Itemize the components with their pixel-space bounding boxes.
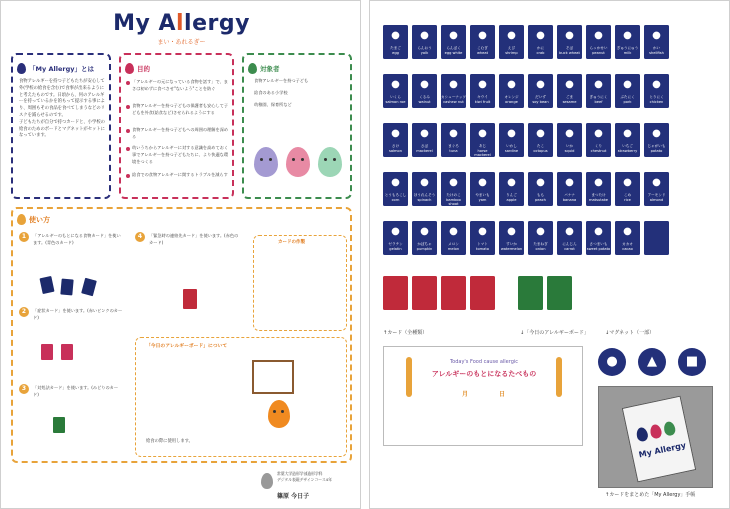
- allergen-card: [557, 74, 582, 108]
- allergen-card: [557, 172, 582, 206]
- egg-icon: [17, 63, 26, 74]
- handbook-logo: My Allergy: [637, 440, 687, 460]
- allergen-card: [528, 123, 553, 157]
- card-label-en: egg: [392, 50, 399, 55]
- allergen-card: [383, 221, 408, 255]
- food-icon: ●: [478, 226, 487, 237]
- allergen-card: [441, 25, 466, 59]
- allergen-card: [470, 25, 495, 59]
- allergen-card: [615, 74, 640, 108]
- food-icon: ●: [478, 30, 487, 41]
- purpose-item: 食物アレルギーを持つ子どもへの周囲の理解を深める: [132, 127, 229, 139]
- card-label-en: peanut: [592, 50, 605, 55]
- food-icon: ●: [507, 79, 516, 90]
- board-month: 月: [462, 391, 469, 398]
- food-icon: ●: [536, 30, 545, 41]
- board-box: [135, 337, 347, 457]
- card-label-jp: もも: [536, 193, 545, 197]
- card-label-jp: かぼちゃ: [417, 242, 432, 246]
- card-label-en: milk: [623, 50, 632, 55]
- author-egg-icon: [261, 473, 273, 489]
- food-icon: ●: [507, 226, 516, 237]
- food-icon: ●: [507, 30, 516, 41]
- food-icon: ●: [478, 177, 487, 188]
- allergen-card: [470, 221, 495, 255]
- about-heading: 「My Allergy」とは: [29, 65, 94, 73]
- allergen-card: [499, 74, 524, 108]
- card-label-jp: らっかせい: [589, 46, 608, 50]
- card-label-en: beef: [594, 99, 603, 104]
- allergen-card: [499, 123, 524, 157]
- allergen-card: [528, 172, 553, 206]
- card-label-en: pumpkin: [416, 246, 433, 251]
- food-icon: ●: [391, 79, 400, 90]
- card-label-jp: らんおう: [417, 46, 432, 50]
- card-label-jp: オレンジ: [504, 95, 519, 99]
- card-label-en: walnut: [418, 99, 431, 104]
- card-label-jp: とうもろこし: [384, 193, 407, 197]
- allergen-card: [412, 74, 437, 108]
- allergen-card: [586, 74, 611, 108]
- allergen-card: [412, 123, 437, 157]
- card-label-en: wheat: [476, 50, 489, 55]
- card-label-jp: らんぱく: [446, 46, 461, 50]
- allergen-card: [412, 172, 437, 206]
- board-top-text: Today's Food cause allergic: [449, 359, 519, 365]
- food-icon: ●: [420, 128, 429, 139]
- card-label-jp: カシューナッツ: [441, 95, 467, 99]
- purpose-item: 食物アレルギーを持つ子どもの保護者も安心して子どもを外食(給食など)させられるようにする: [132, 103, 229, 115]
- food-icon: ●: [652, 79, 661, 90]
- card-label-en: tuna: [449, 148, 458, 153]
- food-icon: ●: [565, 177, 574, 188]
- food-icon: ●: [507, 128, 516, 139]
- purpose-item: 「アレルギーの元になっている食物を話す」で、まさは初めずに食べさせ"ないよう"ことを防ぐ: [132, 79, 228, 91]
- card-label-jp: ごま: [565, 95, 574, 99]
- card-label-en: kiwi fruit: [474, 99, 491, 104]
- card-label-jp: やまいも: [475, 193, 490, 197]
- card-label-en: banana: [562, 197, 577, 202]
- food-icon: ●: [391, 30, 400, 41]
- card-label-en: sesame: [562, 99, 577, 104]
- food-icon: ●: [565, 30, 574, 41]
- food-icon: ●: [652, 30, 661, 41]
- card-label-en: horse mackerel: [474, 148, 491, 157]
- card-label-en: carrot: [564, 246, 575, 251]
- allergen-card: [644, 172, 669, 206]
- food-icon: ●: [536, 177, 545, 188]
- card-label-en: gelatin: [389, 246, 402, 251]
- food-icon: ●: [565, 79, 574, 90]
- food-icon: ●: [420, 226, 429, 237]
- card-label-en: shellfish: [649, 50, 664, 55]
- right-panel: [369, 0, 730, 509]
- egg-icon: [248, 63, 257, 74]
- page-subtitle: まい・あれるぎー: [157, 39, 206, 46]
- card-label-jp: たまご: [390, 46, 401, 50]
- treatment-card: [547, 276, 572, 310]
- card-label-en: onion: [535, 246, 546, 251]
- symptom-card: [412, 276, 437, 310]
- card-label-jp: たまねぎ: [533, 242, 548, 246]
- card-label-en: cashew nut: [443, 99, 464, 104]
- allergen-card: [470, 74, 495, 108]
- allergen-card: [528, 74, 553, 108]
- food-icon: ●: [594, 30, 603, 41]
- allergen-card: [615, 221, 640, 255]
- food-icon: ●: [623, 226, 632, 237]
- about-box: [11, 53, 111, 199]
- card-notes-box: [253, 235, 347, 331]
- card-label-en: yolk: [420, 50, 429, 55]
- card-label-en: soy bean: [532, 99, 549, 104]
- cow-magnet: ▲: [638, 348, 666, 376]
- food-icon: ●: [391, 226, 400, 237]
- egg-magnet: ●: [598, 348, 626, 376]
- card-label-en: potato: [650, 148, 663, 153]
- food-icon: ●: [478, 128, 487, 139]
- card-label-jp: かい: [652, 46, 661, 50]
- card-label-jp: えび: [507, 46, 516, 50]
- card-label-jp: くるみ: [419, 95, 430, 99]
- step-number: 4: [135, 232, 145, 242]
- allergen-card: [470, 172, 495, 206]
- purpose-box: [119, 53, 234, 199]
- treatment-card: [518, 276, 543, 310]
- card-label-en: bamboo shoot: [446, 197, 461, 206]
- symptom-card: [470, 276, 495, 310]
- card-label-jp: すいか: [506, 242, 517, 246]
- card-label-jp: キウイ: [477, 95, 488, 99]
- fork-icon: [406, 357, 412, 397]
- food-icon: ●: [652, 128, 661, 139]
- food-icon: ●: [507, 177, 516, 188]
- card-label-en: almond: [649, 197, 664, 202]
- card-label-en: sardine: [504, 148, 519, 153]
- food-icon: ●: [565, 226, 574, 237]
- card-label-en: salmon: [388, 148, 403, 153]
- food-icon: ●: [594, 79, 603, 90]
- egg-icon: [17, 214, 26, 225]
- card-label-en: corn: [391, 197, 400, 202]
- food-icon: ●: [565, 128, 574, 139]
- food-icon: ●: [594, 226, 603, 237]
- allergen-card: [528, 221, 553, 255]
- allergen-card: [586, 172, 611, 206]
- allergen-card: [383, 25, 408, 59]
- card-label-en: chestnut: [590, 148, 607, 153]
- card-label-jp: いわし: [506, 144, 517, 148]
- caption-magnet: ↓マグネット（一部）: [605, 330, 655, 336]
- step-number: 1: [19, 232, 29, 242]
- target-box: [242, 53, 352, 199]
- target-heading: 対象者: [260, 65, 280, 73]
- target-item: 食物アレルギーを持つ子ども: [254, 78, 309, 83]
- card-label-en: chicken: [649, 99, 664, 104]
- allergen-card: [557, 25, 582, 59]
- purpose-item: 幼いうちからアレルギーに対する意識を高めておく事でアレルギーを持つ子どもたちに、より快適な環境をつくる: [132, 145, 229, 164]
- card-label-jp: バナナ: [564, 193, 575, 197]
- card-label-jp: ゼラチン: [388, 242, 403, 246]
- card-label-jp: まつたけ: [591, 193, 606, 197]
- card-label-en: apple: [506, 197, 517, 202]
- card-label-jp: さけ: [391, 144, 400, 148]
- card-label-jp: メロン: [448, 242, 459, 246]
- card-label-jp: いくら: [390, 95, 401, 99]
- usage-heading: 使い方: [29, 216, 50, 224]
- notes-title: カードの作製: [278, 240, 305, 245]
- food-icon: ●: [623, 128, 632, 139]
- board-note: 給食の際に使用します。: [146, 439, 193, 444]
- card-label-en: sweet potato: [586, 246, 611, 251]
- spoon-icon: [556, 357, 562, 397]
- milk-magnet: ■: [678, 348, 706, 376]
- card-label-jp: じゃがいも: [647, 144, 666, 148]
- purpose-heading: 目的: [137, 65, 150, 73]
- card-label-en: rice: [624, 197, 631, 202]
- allergen-card: [644, 25, 669, 59]
- food-icon: ●: [623, 30, 632, 41]
- allergen-card: [383, 172, 408, 206]
- caption-board: ↓「今日のアレルギーボード」: [520, 330, 589, 336]
- card-label-en: shrimp: [505, 50, 518, 55]
- card-label-en: cacao: [622, 246, 633, 251]
- card-label-en: buck wheat: [559, 50, 580, 55]
- card-label-jp: ほうれんそう: [413, 193, 436, 197]
- card-label-jp: いちご: [622, 144, 633, 148]
- allergen-card: [499, 172, 524, 206]
- allergen-card: [528, 25, 553, 59]
- card-label-jp: あじ: [478, 144, 487, 148]
- left-panel: [0, 0, 361, 509]
- symptom-card: [383, 276, 408, 310]
- target-item: 給食のある小学校: [254, 90, 288, 95]
- card-label-jp: アーモンド: [647, 193, 666, 197]
- allergen-card: [412, 221, 437, 255]
- food-icon: ●: [478, 79, 487, 90]
- allergen-card: [441, 221, 466, 255]
- page-title: My Allergy: [113, 11, 250, 36]
- allergen-card: [557, 221, 582, 255]
- card-label-jp: カカオ: [622, 242, 633, 246]
- card-label-en: orange: [505, 99, 518, 104]
- card-label-en: spinach: [417, 197, 432, 202]
- food-icon: ●: [652, 177, 661, 188]
- card-label-en: yam: [478, 197, 487, 202]
- card-label-jp: とりにく: [649, 95, 664, 99]
- food-icon: ●: [449, 79, 458, 90]
- target-item: 幼稚園、保育所など: [254, 102, 292, 107]
- handbook-photo: [598, 386, 713, 488]
- allergen-card: [499, 25, 524, 59]
- card-label-jp: ぎゅうにく: [589, 95, 608, 99]
- step-number: 3: [19, 384, 29, 394]
- food-icon: ●: [623, 177, 632, 188]
- food-icon: ●: [420, 30, 429, 41]
- food-icon: ●: [536, 128, 545, 139]
- egg-mascot: [268, 400, 290, 428]
- card-label-en: tomato: [476, 246, 489, 251]
- allergen-card: [499, 221, 524, 255]
- step-text: 「アレルギーのもとになる食物カード」を使います。(青色のカード): [33, 233, 121, 245]
- allergen-card: [557, 123, 582, 157]
- allergen-card: [383, 74, 408, 108]
- allergen-card: [441, 172, 466, 206]
- card-label-jp: にんじん: [562, 242, 577, 246]
- board-illustration: [252, 360, 294, 394]
- step-text: 「緊急時の連絡先カード」を使います。(赤色のカード): [149, 233, 239, 245]
- board-main-text: アレルギーのもとになるたべもの: [431, 370, 537, 378]
- card-label-jp: さば: [420, 144, 429, 148]
- card-label-en: salmon roe: [385, 99, 406, 104]
- allergen-card: [441, 123, 466, 157]
- card-label-en: melon: [447, 246, 460, 251]
- card-label-jp: こむぎ: [477, 46, 488, 50]
- card-label-jp: そば: [565, 46, 574, 50]
- food-icon: ●: [449, 226, 458, 237]
- card-label-jp: いか: [565, 144, 574, 148]
- card-label-jp: さつまいも: [589, 242, 608, 246]
- author-name: 篠原 今日子: [277, 493, 310, 500]
- step-number: 2: [19, 307, 29, 317]
- allergen-card: [412, 25, 437, 59]
- caption-handbook: ↑カードをまとめた「My Allergy」手帳: [605, 492, 696, 498]
- card-label-en: squid: [564, 148, 575, 153]
- step-text: 「対処法カード」を使います。(みどりのカード): [33, 385, 119, 397]
- card-label-en: mackerel: [416, 148, 433, 153]
- handbook: [622, 396, 696, 483]
- egg-character-pink: [286, 147, 310, 177]
- card-label-jp: まぐろ: [448, 144, 459, 148]
- food-icon: ●: [536, 79, 545, 90]
- card-label-jp: こめ: [623, 193, 632, 197]
- allergen-card: [615, 123, 640, 157]
- card-label-en: watermelon: [500, 246, 523, 251]
- symptom-card: [441, 276, 466, 310]
- food-icon: ●: [449, 30, 458, 41]
- food-icon: ●: [391, 128, 400, 139]
- author-school: 常葉大学造形学部造形学科 デジタル表現デザインコース4年: [277, 471, 332, 482]
- card-label-en: matsutake: [588, 197, 609, 202]
- board-day: 日: [499, 391, 506, 398]
- food-icon: ●: [420, 79, 429, 90]
- card-label-jp: たこ: [536, 144, 545, 148]
- allergen-card: [615, 25, 640, 59]
- food-icon: ●: [420, 177, 429, 188]
- card-label-en: egg white: [444, 50, 463, 55]
- card-label-jp: トマト: [477, 242, 488, 246]
- blank-card: [644, 221, 669, 255]
- card-label-jp: だいず: [535, 95, 546, 99]
- card-label-jp: ぎゅうにゅう: [616, 46, 639, 50]
- allergy-board: [383, 346, 583, 446]
- egg-character-green: [318, 147, 342, 177]
- egg-character-purple: [254, 147, 278, 177]
- allergen-card: [441, 74, 466, 108]
- egg-icon: [125, 63, 134, 74]
- allergen-card: [644, 123, 669, 157]
- step-text: 「症状カード」を使います。(赤いピンクのカード): [33, 308, 123, 320]
- card-label-jp: くり: [594, 144, 603, 148]
- food-icon: ●: [594, 177, 603, 188]
- allergen-card: [615, 172, 640, 206]
- food-icon: ●: [391, 177, 400, 188]
- card-label-en: octopus: [533, 148, 548, 153]
- about-text: 食物アレルギーを持つ子どもたちが安心して外(学校の給食を含む)で食事が出来るようにと考えたものです。日頃から、何のアレルギーを持っているかを的もって提示する事により、周囲もその食品を食べてしまうなどのリスクを減らせるのです。 子どもたちが自分で持つカードと、小学校の給食のためのボードとマグネットがセットになっています。: [19, 79, 105, 139]
- food-icon: ●: [449, 128, 458, 139]
- card-label-jp: りんご: [506, 193, 517, 197]
- allergen-card: [586, 123, 611, 157]
- usage-box: [11, 207, 352, 463]
- card-label-jp: たけのこ: [446, 193, 461, 197]
- food-icon: ●: [594, 128, 603, 139]
- card-label-en: peach: [535, 197, 546, 202]
- food-icon: ●: [449, 177, 458, 188]
- allergen-card: [383, 123, 408, 157]
- allergen-card: [586, 25, 611, 59]
- food-icon: ●: [536, 226, 545, 237]
- card-label-en: crab: [536, 50, 545, 55]
- caption-cards: ↑カード（全種類）: [383, 330, 428, 336]
- purpose-item: 給食での食物アレルギーに関するトラブルを減らす: [132, 172, 228, 177]
- card-label-jp: かに: [536, 46, 545, 50]
- allergen-card: [470, 123, 495, 157]
- allergen-card: [644, 74, 669, 108]
- card-label-en: strawberry: [617, 148, 638, 153]
- card-label-en: pork: [623, 99, 632, 104]
- allergen-card: [586, 221, 611, 255]
- food-icon: ●: [623, 79, 632, 90]
- card-label-jp: ぶたにく: [620, 95, 635, 99]
- board-title: 「今日のアレルギーボード」について: [146, 344, 228, 349]
